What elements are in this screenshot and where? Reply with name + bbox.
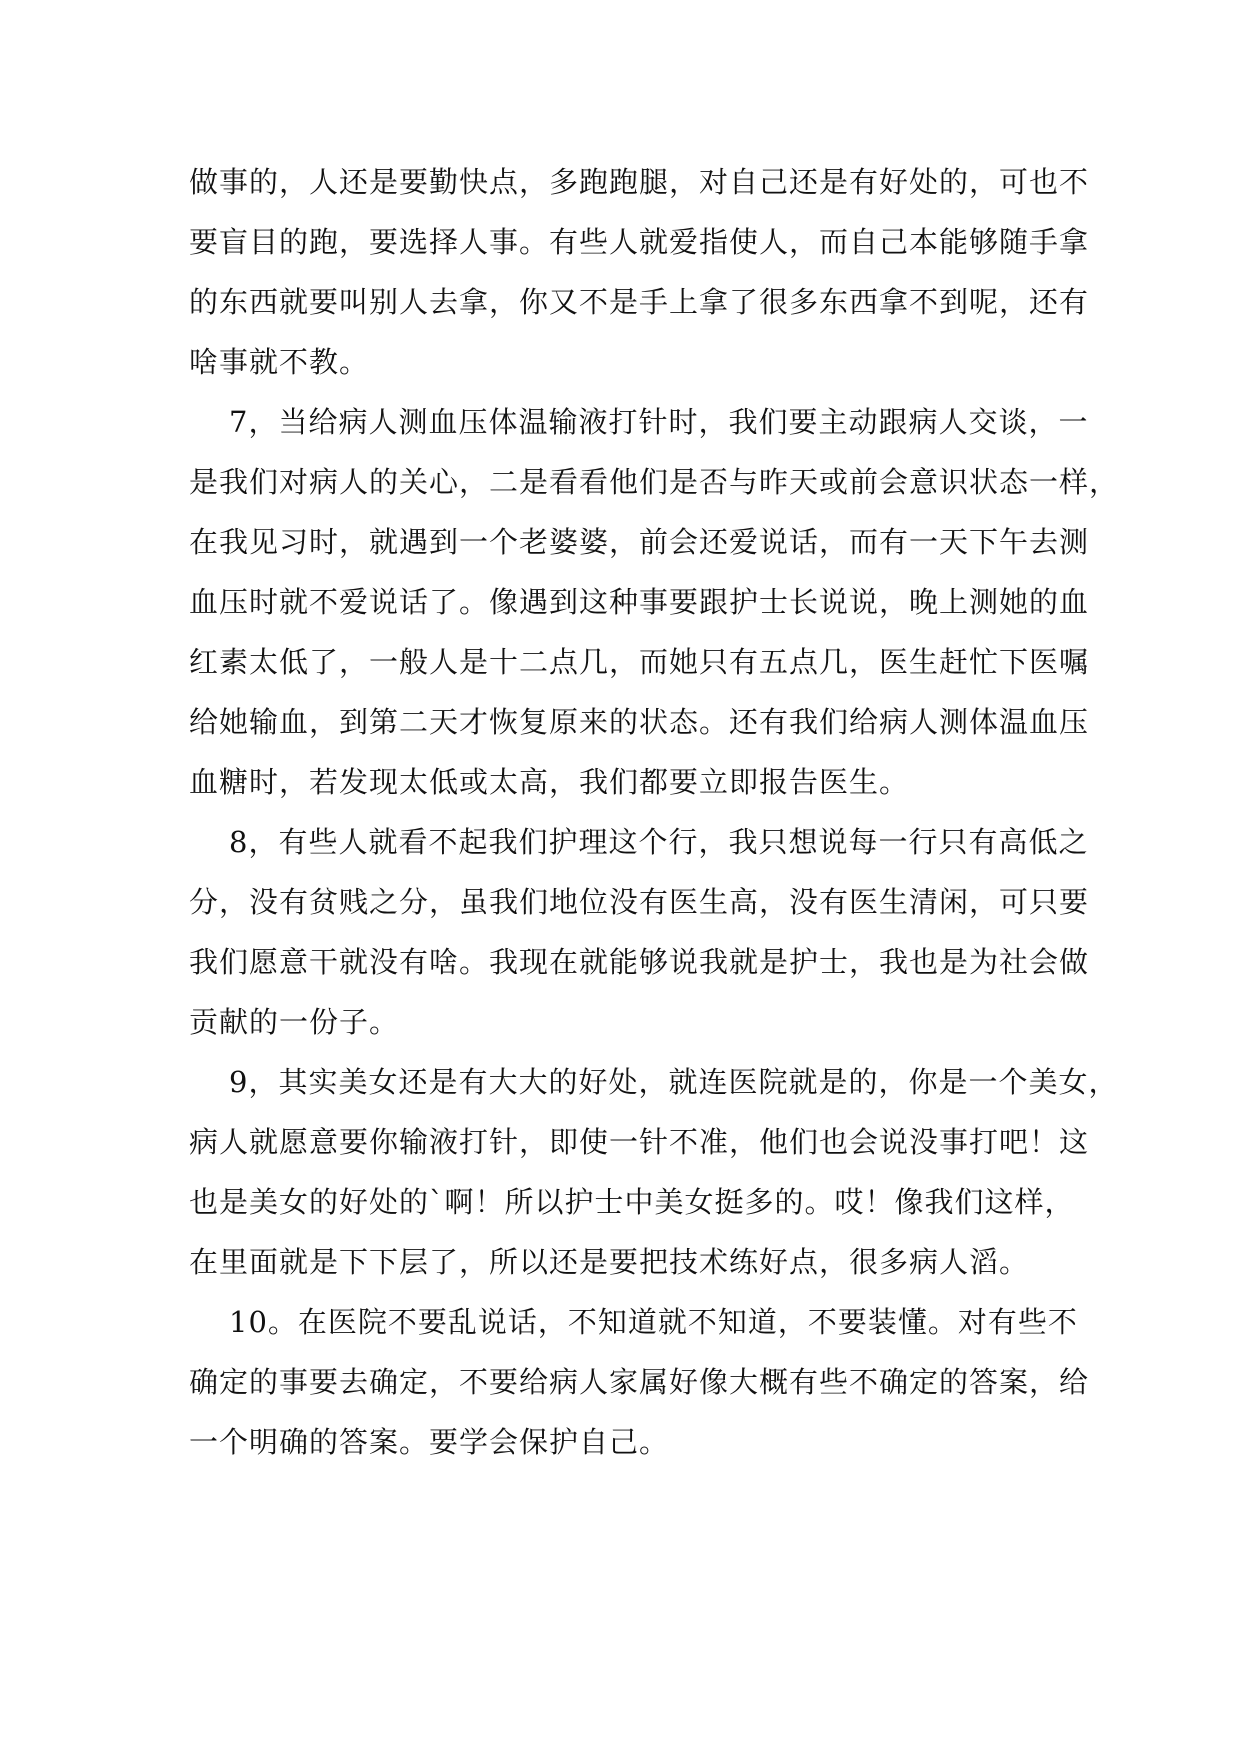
text-line: 是我们对病人的关心，二是看看他们是否与昨天或前会意识状态一样， bbox=[189, 465, 1120, 499]
text-line: 的东西就要叫别人去拿，你又不是手上拿了很多东西拿不到呢，还有 bbox=[189, 285, 1090, 319]
text-line: 分，没有贫贱之分，虽我们地位没有医生高，没有医生清闲，可只要 bbox=[189, 885, 1090, 919]
text-line: 一个明确的答案。要学会保护自己。 bbox=[189, 1425, 670, 1459]
text-line: 在里面就是下下层了，所以还是要把技术练好点，很多病人滔。 bbox=[189, 1245, 1030, 1279]
text-line: 血糖时，若发现太低或太高，我们都要立即报告医生。 bbox=[189, 765, 910, 799]
text-line: 10。在医院不要乱说话，不知道就不知道，不要装懂。对有些不 bbox=[229, 1305, 1078, 1339]
text-line: 啥事就不教。 bbox=[189, 345, 370, 379]
text-line: 在我见习时，就遇到一个老婆婆，前会还爱说话，而有一天下午去测 bbox=[189, 525, 1090, 559]
paragraph-9 bbox=[189, 1052, 1119, 1292]
text-line: 血压时就不爱说话了。像遇到这种事要跟护士长说说，晚上测她的血 bbox=[189, 585, 1090, 619]
text-line: 给她输血，到第二天才恢复原来的状态。还有我们给病人测体温血压 bbox=[189, 705, 1090, 739]
text-line: 也是美女的好处的`啊！所以护士中美女挺多的。哎！像我们这样， bbox=[189, 1185, 1075, 1219]
document-body bbox=[189, 152, 1120, 1472]
paragraph-10 bbox=[189, 1292, 1090, 1472]
text-line: 7，当给病人测血压体温输液打针时，我们要主动跟病人交谈，一 bbox=[229, 405, 1089, 439]
paragraph-8 bbox=[189, 812, 1090, 1052]
text-line: 要盲目的跑，要选择人事。有些人就爱指使人，而自己本能够随手拿 bbox=[189, 225, 1090, 259]
paragraph-1 bbox=[189, 152, 1090, 392]
text-line: 红素太低了，一般人是十二点几，而她只有五点几，医生赶忙下医嘱 bbox=[189, 645, 1090, 679]
text-line: 我们愿意干就没有啥。我现在就能够说我就是护士，我也是为社会做 bbox=[189, 945, 1090, 979]
text-line: 9，其实美女还是有大大的好处，就连医院就是的，你是一个美女， bbox=[229, 1065, 1119, 1099]
text-line: 病人就愿意要你输液打针，即使一针不准，他们也会说没事打吧！这 bbox=[189, 1125, 1090, 1159]
paragraph-7 bbox=[189, 392, 1120, 812]
text-line: 8，有些人就看不起我们护理这个行，我只想说每一行只有高低之 bbox=[229, 825, 1089, 859]
text-line: 做事的，人还是要勤快点，多跑跑腿，对自己还是有好处的，可也不 bbox=[189, 165, 1090, 199]
text-line: 确定的事要去确定，不要给病人家属好像大概有些不确定的答案，给 bbox=[189, 1365, 1090, 1399]
text-line: 贡献的一份子。 bbox=[189, 1005, 400, 1039]
